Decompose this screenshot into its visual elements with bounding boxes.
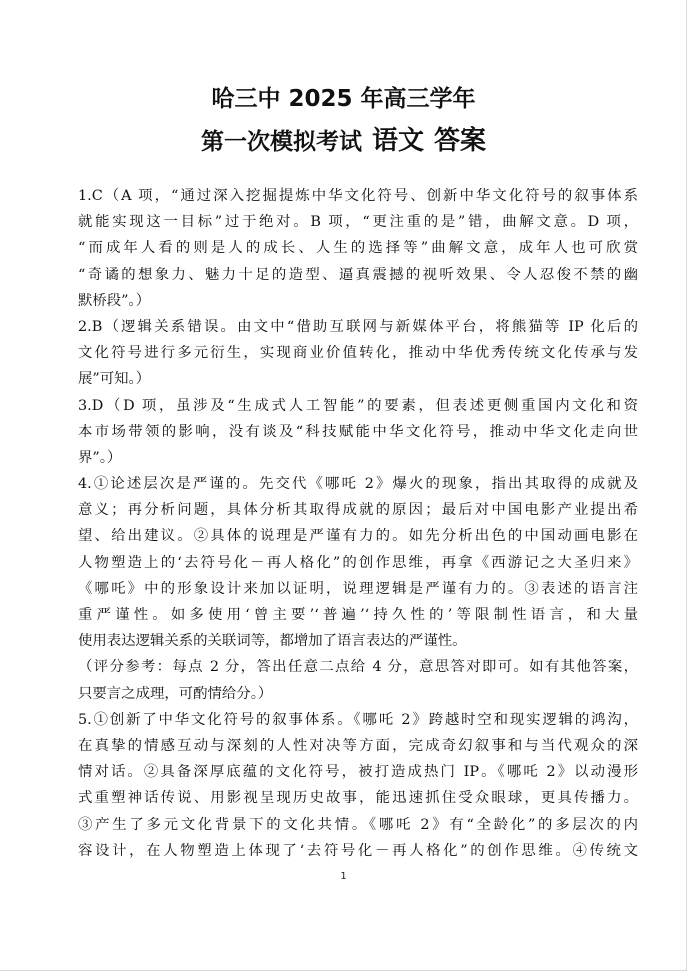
text-line: 重严谨性。如多使用‘曾主要’‘普遍’‘持久性的’等限制性语言，和大量 — [78, 607, 638, 623]
text-line: 容设计，在人物塑造上体现了‘去符号化－再人格化”的创作思维。④传统文 — [78, 842, 638, 859]
text-line: 展”可知。） — [78, 371, 151, 388]
page-title: 哈三中 2025 年高三学年 — [211, 86, 476, 112]
text-line: 《哪吒》中的形象设计来加以证明，说理逻辑是严谨有力的。③表述的语言注 — [78, 580, 638, 597]
page-subtitle — [0, 120, 687, 157]
text-line: 就能实现这一目标”过于绝对。B 项，“更注重的是”错，曲解文意。D 项， — [78, 214, 638, 231]
text-line: 在真挚的情感互动与深刻的人性对决等方面，完成奇幻叙事和与当代观众的深 — [78, 737, 638, 754]
answer-body — [78, 183, 638, 864]
text-line: 界”。） — [78, 449, 122, 466]
subtitle-answer: 答案 — [434, 126, 487, 156]
text-line: 望、给出建议。②具体的说理是严谨有力的。如先分析出色的中国动画电影在 — [78, 528, 638, 545]
text-line: 意义；再分析问题，具体分析其取得成就的原因；最后对中国电影产业提出希 — [78, 502, 638, 519]
text-line: 只要言之成理，可酌情给分。） — [78, 685, 273, 702]
text-line: 2.B（逻辑关系错误。由文中“借助互联网与新媒体平台，将熊猫等 IP 化后的 — [78, 318, 638, 335]
text-line: 3.D（D 项，虽涉及“生成式人工智能”的要素，但表述更侧重国内文化和资 — [78, 397, 638, 414]
text-line: 式重塑神话传说、用影视呈现历史故事，能迅速抓住受众眼球，更具传播力。 — [78, 790, 638, 807]
text-line: 5.①创新了中华文化符号的叙事体系。《哪吒 2》跨越时空和现实逻辑的鸿沟， — [78, 711, 638, 728]
text-line: ③产生了多元文化背景下的文化共情。《哪吒 2》有“全龄化”的多层次的内 — [78, 816, 638, 833]
text-line: （评分参考：每点 2 分，答出任意二点给 4 分，意思答对即可。如有其他答案， — [78, 659, 638, 676]
text-line: 默桥段”。） — [78, 292, 151, 309]
page-number: 1 — [340, 871, 347, 882]
text-line: “而成年人看的则是人的成长、人生的选择等”曲解文意，成年人也可欣赏 — [78, 240, 638, 257]
text-line: 情对话。②具备深厚底蕴的文化符号，被打造成热门 IP。《哪吒 2》以动漫形 — [78, 764, 638, 781]
text-line: 1.C（A 项，“通过深入挖掘提炼中华文化符号、创新中华文化符号的叙事体系 — [78, 188, 638, 204]
text-line: 文化符号进行多元衍生，实现商业价值转化，推动中华优秀传统文化传承与发 — [78, 345, 638, 362]
text-line: 本市场带领的影响，没有谈及“科技赋能中华文化符号，推动中华文化走向世 — [78, 423, 638, 440]
text-line: 4.①论述层次是严谨的。先交代《哪吒 2》爆火的现象，指出其取得的成就及 — [78, 476, 638, 493]
text-line: 人物塑造上的‘去符号化－再人格化”的创作思维，再拿《西游记之大圣归来》 — [78, 554, 638, 571]
subtitle-exam: 第一次模拟考试 — [200, 129, 362, 155]
subtitle-subject: 语文 — [371, 126, 424, 156]
text-line: 使用表达逻辑关系的关联词等，都增加了语言表达的严谨性。 — [78, 633, 467, 650]
text-line: “奇谲的想象力、魅力十足的造型、逼真震撼的视听效果、令人忍俊不禁的幽 — [78, 266, 638, 283]
